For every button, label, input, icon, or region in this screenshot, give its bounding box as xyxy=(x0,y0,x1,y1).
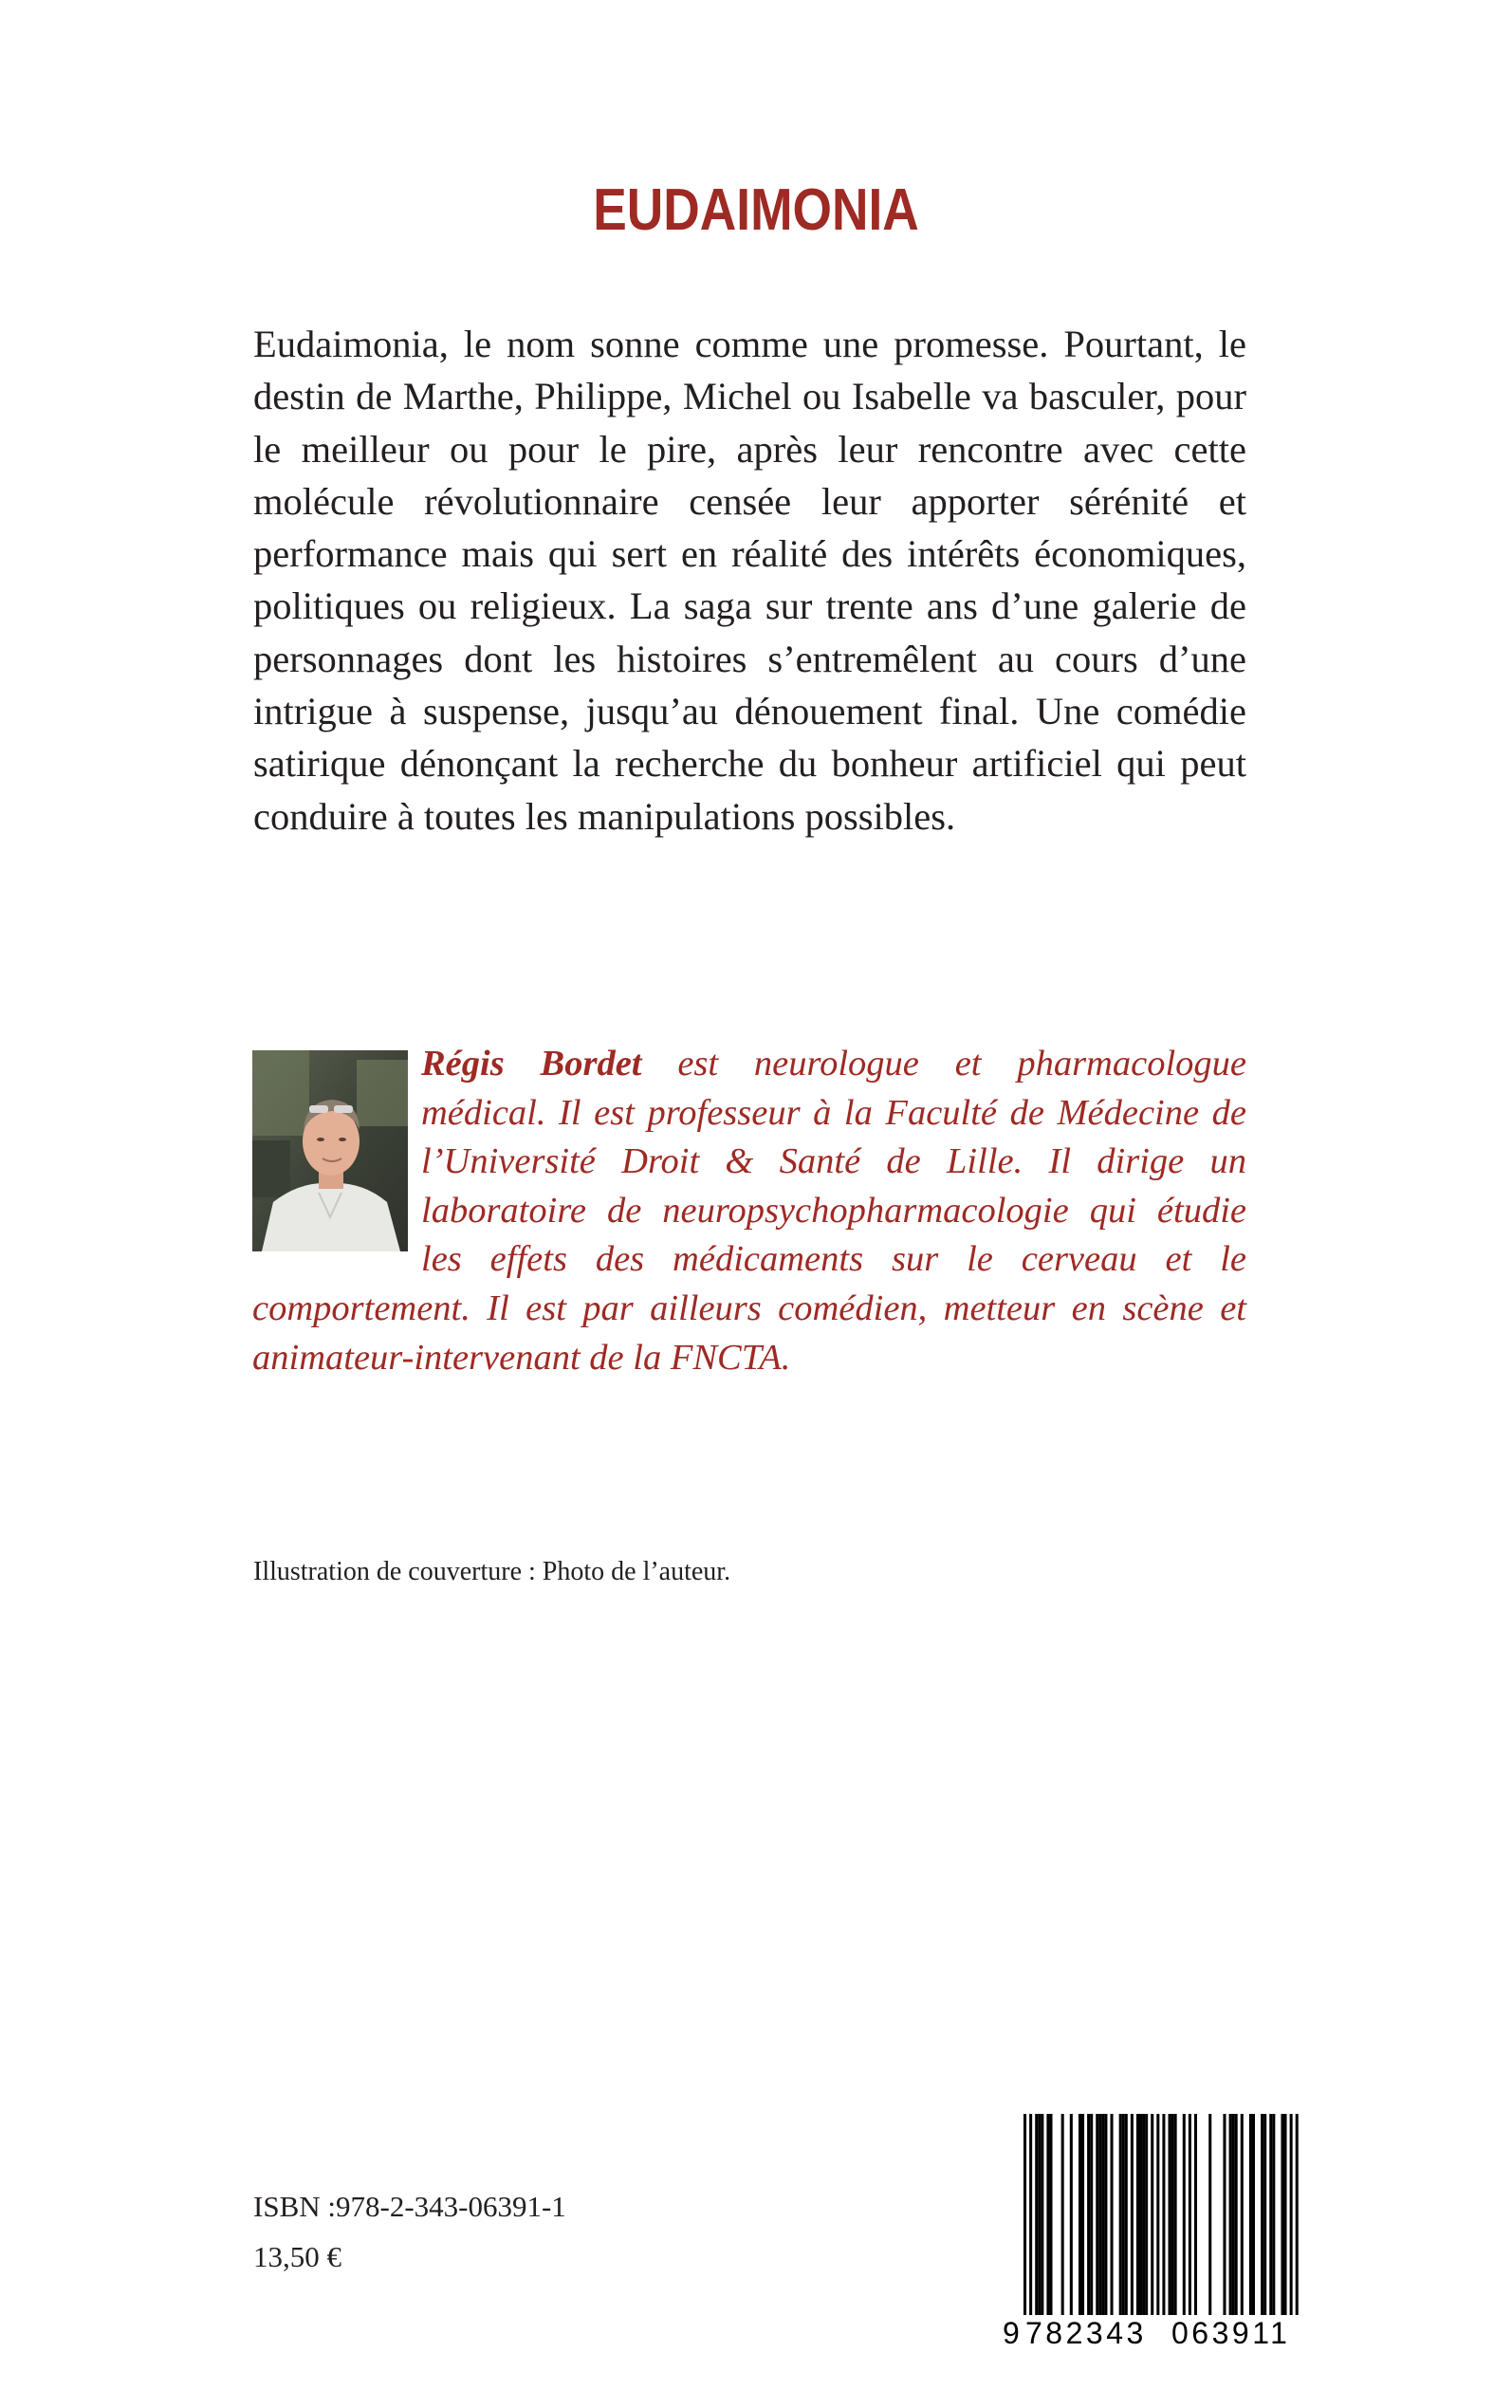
barcode-bar xyxy=(1156,2114,1159,2334)
author-bio xyxy=(252,1040,1246,1382)
barcode-bar xyxy=(1162,2114,1165,2334)
barcode-bar xyxy=(1119,2114,1122,2315)
barcode-bar xyxy=(1194,2114,1197,2315)
barcode-bar xyxy=(1252,2114,1255,2315)
isbn-text: ISBN :978-2-343-06391-1 xyxy=(253,2190,566,2223)
barcode-bar xyxy=(1263,2114,1266,2315)
barcode-bar xyxy=(1029,2114,1032,2334)
barcode-bar xyxy=(1087,2114,1090,2315)
barcode-bar xyxy=(1223,2114,1226,2315)
barcode-bar xyxy=(1151,2114,1153,2315)
barcode-digit-first: 9 xyxy=(1003,2316,1020,2350)
barcode-digits xyxy=(1003,2315,1313,2351)
barcode-bar xyxy=(1049,2114,1052,2315)
barcode-bar xyxy=(1235,2114,1238,2315)
barcode-digits-left: 782343 xyxy=(1025,2316,1147,2350)
barcode-bar xyxy=(1061,2114,1064,2315)
barcode-bar xyxy=(1145,2114,1148,2315)
photo-wrap-space xyxy=(252,1040,421,1239)
barcode-bar xyxy=(1104,2114,1107,2315)
barcode-bar xyxy=(1232,2114,1235,2315)
barcode-bar xyxy=(1131,2114,1134,2315)
barcode-bar xyxy=(1098,2114,1101,2315)
barcode-bar xyxy=(1174,2114,1177,2315)
barcode-bar xyxy=(1122,2114,1125,2315)
barcode-bar xyxy=(1229,2114,1232,2315)
barcode-bar xyxy=(1096,2114,1098,2315)
author-name: Régis Bordet xyxy=(421,1044,642,1084)
barcode-bar xyxy=(1296,2114,1299,2334)
book-title: EUDAIMONIA xyxy=(593,177,919,243)
barcode-bar xyxy=(1142,2114,1145,2315)
barcode-bar xyxy=(1249,2114,1252,2315)
barcode-bar xyxy=(1081,2114,1084,2315)
barcode-bar xyxy=(1169,2114,1171,2315)
barcode-bar xyxy=(1139,2114,1142,2315)
barcode-bar xyxy=(1272,2114,1275,2315)
barcode-bar xyxy=(1023,2114,1026,2334)
barcode-bar xyxy=(1038,2114,1041,2315)
barcode-bar xyxy=(1189,2114,1191,2315)
book-summary: Eudaimonia, le nom sonne comme une promesse. Pourtant, le destin de Marthe, Philippe, Michel ou Isabelle va basculer, pour le meilleur ou pour le pire, après leur rencontre avec cette molécule révolutionnaire censée leur apporter sérénité et performance mais qui sert en réalité des intérêts économiques, politiques ou religieux. La saga sur trente ans d’une galerie de personnages dont les histoires s’entremêlent au cours d’une intrigue à suspense, jusqu’au dénouement final. Une comédie satirique dénonçant la recherche du bonheur artificiel qui peut conduire à toutes les manipulations possibles. xyxy=(253,323,1246,838)
barcode-bar xyxy=(1070,2114,1073,2315)
barcode-bar xyxy=(1035,2114,1038,2315)
barcode-bar xyxy=(1046,2114,1049,2315)
barcode-bar xyxy=(1290,2114,1293,2334)
price-text: 13,50 € xyxy=(253,2240,341,2273)
barcode-bar xyxy=(1079,2114,1081,2315)
barcode-bar xyxy=(1281,2114,1283,2315)
barcode-bar xyxy=(1183,2114,1186,2315)
barcode-bar xyxy=(1041,2114,1043,2315)
barcode-digits-right: 063911 xyxy=(1171,2316,1291,2350)
barcode xyxy=(1003,2114,1313,2342)
barcode-bar xyxy=(1090,2114,1093,2315)
barcode-bar xyxy=(1101,2114,1104,2315)
cover-credit: Illustration de couverture : Photo de l’auteur. xyxy=(253,1557,731,1586)
author-bio-text: est neurologue et pharmacologue médical. Il est professeur à la Faculté de Médecine de l’Université Droit & Santé de Lille. Il dirige un laboratoire de neuropsychopharmacologie qui étudie les effets des médicaments sur le cerveau et le comportement. Il est par ailleurs comédien, metteur en scène et animateur-intervenant de la FNCTA. xyxy=(252,1044,1246,1378)
barcode-bar xyxy=(1284,2114,1287,2315)
barcode-bar xyxy=(1261,2114,1263,2315)
barcode-bar xyxy=(1171,2114,1174,2315)
barcode-bar xyxy=(1111,2114,1114,2315)
barcode-bar xyxy=(1136,2114,1139,2315)
barcode-bar xyxy=(1269,2114,1272,2315)
barcode-bar xyxy=(1125,2114,1128,2315)
barcode-bar xyxy=(1241,2114,1244,2315)
barcode-bar xyxy=(1208,2114,1211,2315)
